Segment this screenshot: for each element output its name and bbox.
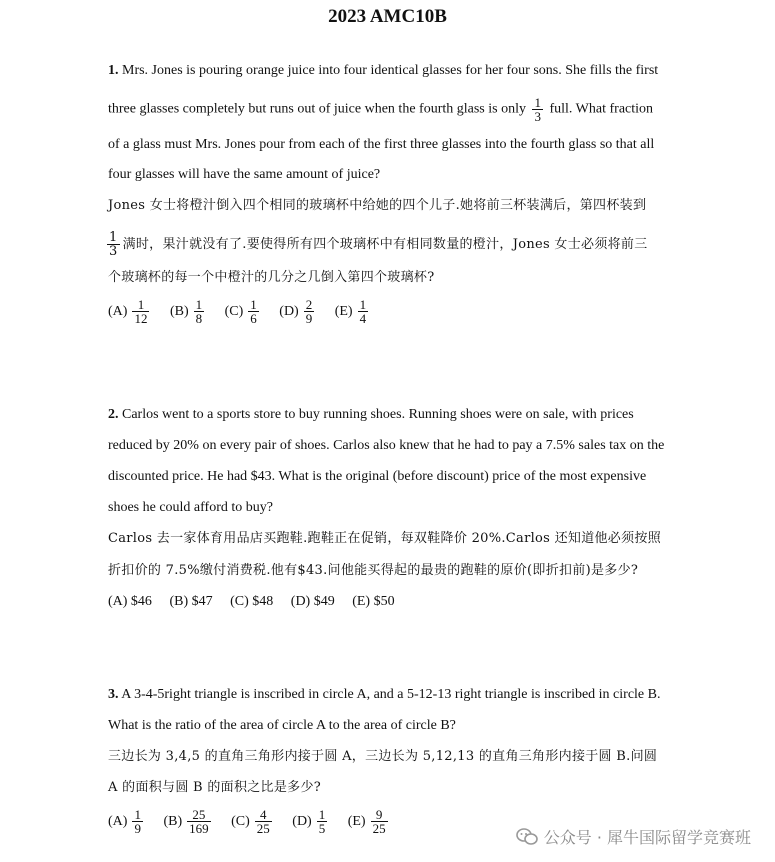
q2-choices — [108, 594, 409, 610]
q2-line-4: shoes he could afford to buy? — [108, 500, 273, 515]
q3-line-1 — [108, 687, 660, 703]
q3-choice-c[interactable]: (C) $\frac{4}{25}$ — [231, 807, 270, 836]
q1-line-2 — [108, 96, 653, 123]
q2-line-3: discounted price. He had $43. What is the original (before discount) price of the most expensive — [108, 469, 647, 484]
q3-line-2: What is the ratio of the area of circle A to the area of circle B? — [108, 718, 456, 733]
q2-line-1 — [108, 407, 634, 423]
wechat-icon — [516, 828, 538, 846]
page-title: 2023 AMC10B — [328, 6, 447, 27]
q1-line-3: of a glass must Mrs. Jones pour from each of the first three glasses into the fourth glass so that all — [108, 137, 655, 152]
q2-choice-b[interactable]: (B) $47 — [169, 594, 213, 609]
q1-text-2b: full. What fraction — [549, 101, 654, 117]
q1-number: 1. — [108, 63, 119, 78]
q3-choice-a[interactable]: (A) $\frac{1}{9}$ — [108, 807, 141, 836]
q3-text-1: A 3-4-5right triangle is inscribed in circle A, and a 5-12-13 right triangle is inscribed in circle B. — [121, 687, 661, 702]
q2-line-2: reduced by 20% on every pair of shoes. Carlos also knew that he had to pay a 7.5% sales tax on the — [108, 438, 665, 453]
q3-cn-line-2: A 的面积与圆 B 的面积之比是多少? — [108, 780, 322, 795]
q2-cn-line-1: Carlos 去一家体育用品店买跑鞋.跑鞋正在促销，每双鞋降价 20%.Carlos 还知道他必须按照 — [108, 531, 661, 546]
q1-text-1: Mrs. Jones is pouring orange juice into four identical glasses for her four sons. She fills the first — [122, 63, 659, 78]
q2-text-1: Carlos went to a sports store to buy running shoes. Running shoes were on sale, with prices — [122, 407, 634, 422]
q1-text-2a: three glasses completely but runs out of juice when the fourth glass is only — [108, 101, 526, 117]
q3-choice-e[interactable]: (E) $\frac{9}{25}$ — [347, 807, 386, 836]
q2-choice-e[interactable]: (E) $50 — [352, 594, 395, 609]
watermark — [516, 825, 751, 848]
q1-choice-e[interactable]: (E) $\frac{1}{4}$ — [334, 297, 367, 326]
q3-cn-line-1: 三边长为 3,4,5 的直角三角形内接于圆 A，三边长为 5,12,13 的直角三角形内接于圆 B.问圆 — [108, 749, 658, 764]
q1-cn-fraction: $\frac{1}{3}$ — [109, 230, 118, 259]
q1-cn-line-3: 个玻璃杯的每一个中橙汁的几分之几倒入第四个玻璃杯? — [108, 270, 435, 285]
q3-choice-d[interactable]: (D) $\frac{1}{5}$ — [292, 807, 326, 836]
q1-choice-c[interactable]: (C) $\frac{1}{6}$ — [224, 297, 257, 326]
q2-cn-line-2: 折扣价的 7.5%缴付消费税.他有$43.问他能买得起的最贵的跑鞋的原价(即折扣前)是多少? — [108, 563, 639, 578]
q2-choice-d[interactable]: (D) $49 — [290, 594, 335, 609]
q2-choice-a[interactable]: (A) $46 — [108, 594, 152, 609]
watermark-text: 公众号 · 犀牛国际留学竞赛班 — [543, 828, 751, 847]
q1-cn-line-1: Jones 女士将橙汁倒入四个相同的玻璃杯中给她的四个儿子.她将前三杯装满后，第四杯装到 — [108, 198, 647, 213]
q1-cn-line-2: $\frac{1}{3}$ 满时，果汁就没有了.要使得所有四个玻璃杯中有相同数量的橙汁，Jones 女士必须将前三 — [109, 230, 648, 259]
q1-choice-a[interactable]: (A) $\frac{1}{12}$ — [108, 297, 148, 326]
q1-choice-b[interactable]: (B) $\frac{1}{8}$ — [169, 297, 203, 326]
q1-line-4: four glasses will have the same amount of juice? — [108, 167, 381, 182]
q1-inline-fraction: $\frac{1}{3}$ — [534, 95, 541, 124]
q3-choice-b[interactable]: (B) $\frac{25}{169}$ — [163, 807, 209, 836]
q2-choice-c[interactable]: (C) $48 — [230, 594, 274, 609]
q3-choices — [108, 808, 405, 835]
q2-number: 2. — [108, 407, 119, 422]
q1-choice-d[interactable]: (D) $\frac{2}{9}$ — [279, 297, 313, 326]
q1-choices — [108, 298, 385, 325]
q1-line-1 — [108, 63, 658, 79]
q3-number: 3. — [108, 687, 119, 702]
